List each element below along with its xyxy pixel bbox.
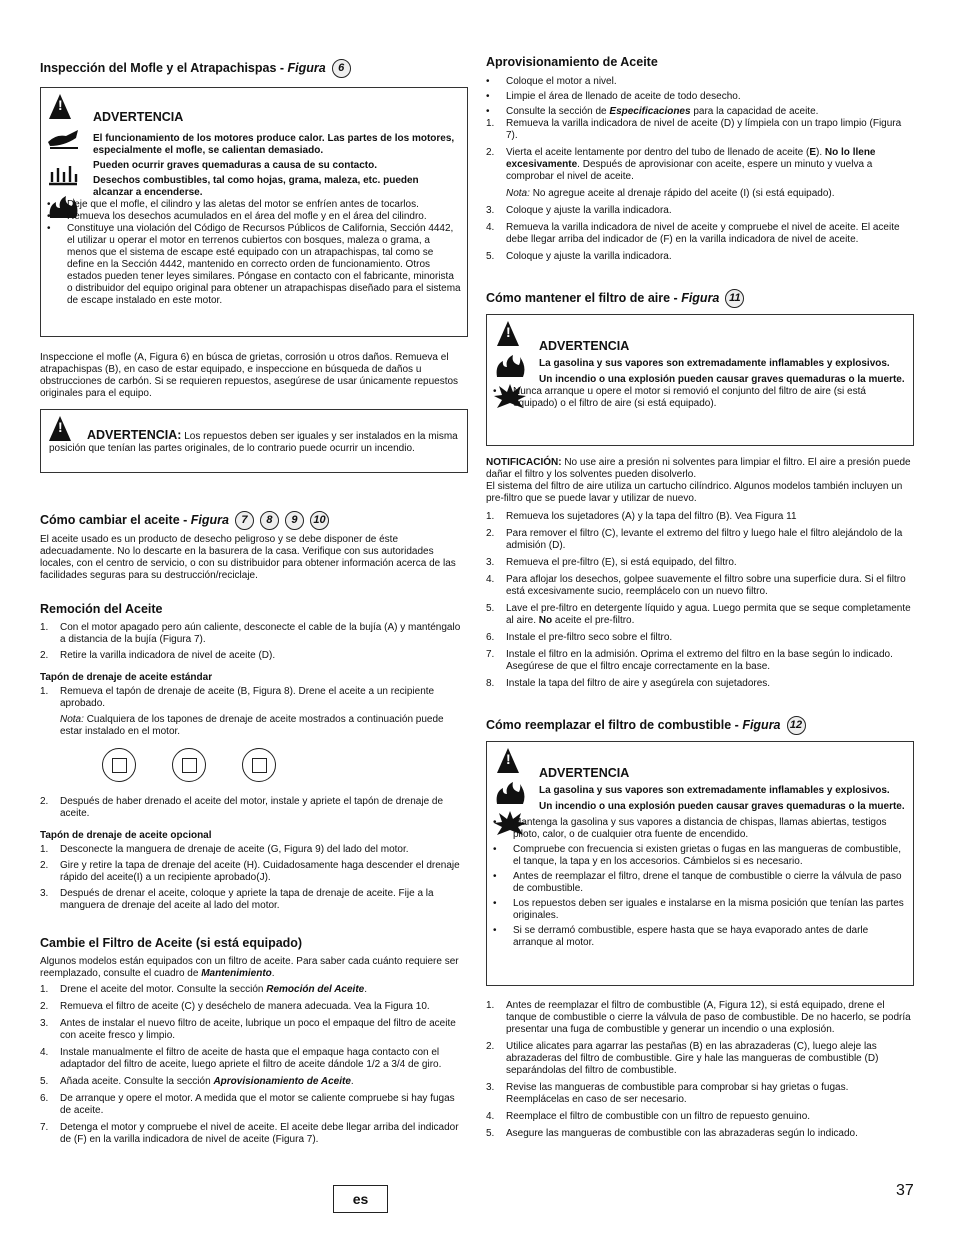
list-item: 4. Instale manualmente el filtro de aceite de hasta que el empaque haga contacto con el adaptador del filtro de aceite, luego apriete el filtro de aceite dándole 1/2 a 3/4 de giro. xyxy=(40,1047,442,1070)
drain-plug-note: Nota: Cualquiera de los tapones de drenaje de aceite mostrados a continuación puede estar instalado en el motor. xyxy=(60,714,444,737)
flammable-icon xyxy=(493,353,527,379)
list-item: 5. Añada aceite. Consulte la sección Aprovisionamiento de Aceite. xyxy=(40,1076,354,1087)
warning-flammable-text: La gasolina y sus vapores son extremadamente inflamables y explosivos. xyxy=(539,785,890,796)
warning-triangle-icon xyxy=(49,416,71,441)
list-item: 2. Vierta el aceite lentamente por dentro del tubo de llenado de aceite (E). No lo llene excesivamente. Después de aprovisionar con aceite, espere un minuto y vuelva a comprobar el nivel de aceite. xyxy=(486,147,876,182)
list-item: 2. Remueva el filtro de aceite (C) y deséchelo de manera adecuada. Vea la Figura 10. xyxy=(40,1001,430,1012)
figure-badge: 7 xyxy=(235,511,254,530)
list-item: 3. Remueva el pre-filtro (E), si está equipado, del filtro. xyxy=(486,557,737,568)
list-item: 2. Para remover el filtro (C), levante el extremo del filtro y luego hale el filtro alejándolo de la admisión (D). xyxy=(486,528,903,551)
list-item: 1. Remueva los sujetadores (A) y la tapa del filtro (B). Vea Figura 11 xyxy=(486,511,797,522)
list-item: 1. Drene el aceite del motor. Consulte la sección Remoción del Aceite. xyxy=(40,984,368,995)
warning-flammable-text: La gasolina y sus vapores son extremadamente inflamables y explosivos. xyxy=(539,358,890,369)
heading-air-filter: Cómo mantener el filtro de aire - Figura 11 xyxy=(486,289,914,308)
oil-filter-intro: Algunos modelos están equipados con un filtro de aceite. Para saber cada cuánto requiere ser reemplazado, consulte el cuadro de Mantenimiento. xyxy=(40,956,459,979)
heading-oil-fill: Aprovisionamiento de Aceite xyxy=(486,55,658,69)
list-item: • Nunca arranque u opere el motor si removió el conjunto del filtro de aire (si está equipado) o el filtro de aire (si está equipado). xyxy=(493,386,866,409)
air-system-paragraph: El sistema del filtro de aire utiliza un cartucho cilíndrico. Algunos modelos también incluyen un pre-filtro que se puede lavar y utilizar de nuevo. xyxy=(486,481,903,504)
list-item: • Remueva los desechos acumulados en el área del mofle y en el área del cilindro. xyxy=(47,211,427,222)
list-item: 3. Antes de instalar el nuevo filtro de aceite, lubrique un poco el empaque del filtro de aceite con aceite fresco y limpio. xyxy=(40,1018,456,1041)
warning-box-parts xyxy=(40,409,468,473)
heading-oil-change: Cómo cambiar el aceite - Figura 7 8 9 10 xyxy=(40,511,468,530)
warning-title: ADVERTENCIA xyxy=(539,339,630,353)
warning-title: ADVERTENCIA xyxy=(93,110,184,124)
figure-badge: 6 xyxy=(332,59,351,78)
list-item: 1. Remueva el tapón de drenaje de aceite (B, Figura 8). Drene el aceite a un recipiente aprobado. xyxy=(40,686,435,709)
figure-badge: 8 xyxy=(260,511,279,530)
list-item: 6. De arranque y opere el motor. A medida que el motor se caliente compruebe si hay fugas de aceite. xyxy=(40,1093,455,1116)
list-item: 4. Reemplace el filtro de combustible con un filtro de repuesto genuino. xyxy=(486,1111,811,1122)
list-item: 5. Coloque y ajuste la varilla indicadora. xyxy=(486,251,672,262)
drain-plug-cube-icon xyxy=(242,748,276,782)
figure-badge: 10 xyxy=(310,511,329,530)
air-filter-steps xyxy=(486,511,914,690)
warning-title: ADVERTENCIA: xyxy=(87,428,182,442)
list-item: 6. Instale el pre-filtro seco sobre el filtro. xyxy=(486,632,673,643)
warning-heat-text: El funcionamiento de los motores produce calor. Las partes de los motores, especialmente el mofle, se calientan demasiado. xyxy=(93,133,455,156)
warning-triangle-icon xyxy=(49,94,71,119)
warning-triangle-icon xyxy=(497,748,519,773)
list-item: • Coloque el motor a nivel. xyxy=(486,76,617,87)
list-item: 4. Remueva la varilla indicadora de nivel de aceite y compruebe el nivel de aceite. El aceite debe llegar arriba del indicador de (F) en la varilla indicadora de nivel de aceite. xyxy=(486,222,900,245)
fuel-filter-steps xyxy=(486,1000,914,1140)
used-oil-paragraph: El aceite usado es un producto de desecho peligroso y se debe disponer de éste adecuadamente. No lo descarte en la basurera de la casa. Verifique con sus autoridades locales, con el centro de servicio, o con su distribuidor para obtener información acerca de las facilidades seguras para su destrucción/reciclaje. xyxy=(40,534,456,581)
heading-oil-filter: Cambie el Filtro de Aceite (si está equipado) xyxy=(40,936,303,950)
figure-badge: 12 xyxy=(787,716,806,735)
list-item: • Deje que el mofle, el cilindro y las aletas del motor se enfríen antes de tocarlos. xyxy=(47,199,419,210)
list-item: 3. Revise las mangueras de combustible para comprobar si hay grietas o fugas. Reemplácelas en caso de ser necesario. xyxy=(486,1082,849,1105)
hot-surface-icon xyxy=(46,126,80,152)
list-item: • Si se derramó combustible, espere hasta que se haya evaporado antes de darle arranque al motor. xyxy=(493,925,869,948)
list-item: • Constituye una violación del Código de Recursos Públicos de California, Sección 4442, el utilizar u operar el motor en terrenos cubiertos con bosques, maleza o grama, a menos que el sistema de escape esté equipado con un atrapachispas, tal como se define en la Sección 4442, mantenido en correcto orden de funcionamiento. Otros estados pueden tener leyes similares. Póngase en contacto con el fabricante, minorista o distribuidor del equipo original para obtener un atrapachispas diseñado para el sistema de escape instalado en este motor. xyxy=(47,223,461,306)
figure-badge: 11 xyxy=(725,289,744,308)
oil-fill-list xyxy=(486,76,914,263)
subheading-optional-drain: Tapón de drenaje de aceite opcional xyxy=(40,830,212,841)
drain-plug-square-icon xyxy=(102,748,136,782)
warning-title: ADVERTENCIA xyxy=(539,766,630,780)
list-item: 2. Gire y retire la tapa de drenaje del aceite (H). Cuidadosamente haga descender el drenaje rápido del aceite(I) a un recipiente aprobado(J). xyxy=(40,860,460,883)
list-item: 3. Después de drenar el aceite, coloque y apriete la tapa de drenaje de aceite. Fije a la manguera de drenaje del aceite al lado del motor. xyxy=(40,888,434,911)
drain-plug-illustrations xyxy=(102,748,468,788)
list-item: 7. Detenga el motor y compruebe el nivel de aceite. El aceite debe llegar arriba del indicador de (F) en la varilla indicadora de nivel de aceite (Figura 7). xyxy=(40,1122,459,1145)
list-item: 2. Después de haber drenado el aceite del motor, instale y apriete el tapón de drenaje de aceite. xyxy=(40,796,444,819)
warning-box-air-filter xyxy=(486,314,914,446)
list-item: 1. Desconecte la manguera de drenaje de aceite (G, Figura 9) del lado del motor. xyxy=(40,844,409,855)
language-tab: es xyxy=(333,1185,388,1213)
heading-muffler: Inspección del Mofle y el Atrapachispas - Figura 6 xyxy=(40,59,468,78)
list-item: 7. Instale el filtro en la admisión. Oprima el extremo del filtro en la base según lo indicado. Asegúrese de que el filtro encaje correctamente en la base. xyxy=(486,649,893,672)
burn-icon xyxy=(46,160,80,186)
list-item: 1. Con el motor apagado pero aún caliente, desconecte el cable de la bujía (A) y manténgalo a distancia de la bujía (Figura 7). xyxy=(40,622,461,645)
quick-drain-note: Nota: No agregue aceite al drenaje rápido del aceite (I) (si está equipado). xyxy=(506,188,835,199)
list-item: • Antes de reemplazar el filtro, drene el tanque de combustible o cierre la válvula de paso de combustible. xyxy=(493,871,902,894)
list-item: 5. Asegure las mangueras de combustible con las abrazaderas según lo indicado. xyxy=(486,1128,858,1139)
warning-parts-text: Los repuestos deben ser iguales y ser instalados en la misma posición que tenían las partes originales, de lo contrario puede ocurrir un incendio. xyxy=(49,431,458,454)
notification-paragraph: NOTIFICACIÓN: No use aire a presión ni solventes para limpiar el filtro. El aire a presión puede dañar el filtro y los solventes pueden disolverlo. xyxy=(486,457,911,480)
warning-triangle-icon xyxy=(497,321,519,346)
warning-explosion-text: Un incendio o una explosión pueden causar graves quemaduras o la muerte. xyxy=(539,374,905,385)
warning-explosion-text: Un incendio o una explosión pueden causar graves quemaduras o la muerte. xyxy=(539,801,905,812)
list-item: 4. Para aflojar los desechos, golpee suavemente el filtro sobre una superficie dura. Si el filtro está excesivamente sucio, reemplácelo con un nuevo filtro. xyxy=(486,574,906,597)
figure-badge: 9 xyxy=(285,511,304,530)
list-item: • Consulte la sección de Especificaciones para la capacidad de aceite. xyxy=(486,106,819,117)
warning-debris-text: Desechos combustibles, tal como hojas, grama, maleza, etc. pueden alcanzar a encenderse. xyxy=(93,175,419,198)
list-item: • Mantenga la gasolina y sus vapores a distancia de chispas, llamas abiertas, testigos piloto, calor, o de cualquier otra fuente de encendido. xyxy=(493,817,887,840)
list-item: 1. Remueva la varilla indicadora de nivel de aceite (D) y límpiela con un trapo limpio (Figura 7). xyxy=(486,118,902,141)
list-item: 5. Lave el pre-filtro en detergente líquido y agua. Luego permita que se seque completamente al aire. No aceite el pre-filtro. xyxy=(486,603,911,626)
list-item: 8. Instale la tapa del filtro de aire y asegúrela con sujetadores. xyxy=(486,678,771,689)
warning-bullets xyxy=(493,817,907,949)
warning-box-fuel-filter xyxy=(486,741,914,986)
page-number: 37 xyxy=(896,1182,914,1199)
heading-fuel-filter: Cómo reemplazar el filtro de combustible - Figura 12 xyxy=(486,716,914,735)
subheading-standard-drain: Tapón de drenaje de aceite estándar xyxy=(40,672,213,683)
list-item: 3. Coloque y ajuste la varilla indicadora. xyxy=(486,205,672,216)
warning-box-muffler xyxy=(40,87,468,337)
warning-bullets xyxy=(47,199,461,307)
list-item: • Limpie el área de llenado de aceite de todo desecho. xyxy=(486,91,741,102)
list-item: • Los repuestos deben ser iguales e instalarse en la misma posición que tenían las partes originales. xyxy=(493,898,904,921)
list-item: 2. Retire la varilla indicadora de nivel de aceite (D). xyxy=(40,650,276,661)
heading-oil-removal: Remoción del Aceite xyxy=(40,602,163,616)
right-column xyxy=(486,55,914,1140)
drain-plug-hex-icon xyxy=(172,748,206,782)
left-column xyxy=(40,55,468,1146)
list-item: 1. Antes de reemplazar el filtro de combustible (A, Figura 12), si está equipado, drene el tanque de combustible o cierre la válvula de paso de combustible. De no hacerlo, se podría presentar una fuga de combustible y generar un incendio o una explosión. xyxy=(486,1000,911,1035)
list-item: • Compruebe con frecuencia si existen grietas o fugas en las mangueras de combustible, el tanque, la tapa y en los accesorios. Cámbielos si es necesario. xyxy=(493,844,901,867)
flammable-icon xyxy=(493,780,527,806)
list-item: 2. Utilice alicates para agarrar las pestañas (B) en las abrazaderas (C), luego aleje las abrazaderas del filtro de combustible. Gire y hale las mangueras de combustible (D) separándolas del filtro de combustible. xyxy=(486,1041,879,1076)
muffler-inspect-paragraph: Inspeccione el mofle (A, Figura 6) en búsca de grietas, corrosión u otros daños. Remueva el atrapachispas (B), en caso de estar equipado, e inspeccione en búsqueda de daños u obstrucciones de carbón. Si se requieren repuestos, asegúrese de usar únicamente repuestos originales para el equipo. xyxy=(40,352,459,399)
warning-burns-text: Pueden ocurrir graves quemaduras a causa de su contacto. xyxy=(93,160,377,171)
